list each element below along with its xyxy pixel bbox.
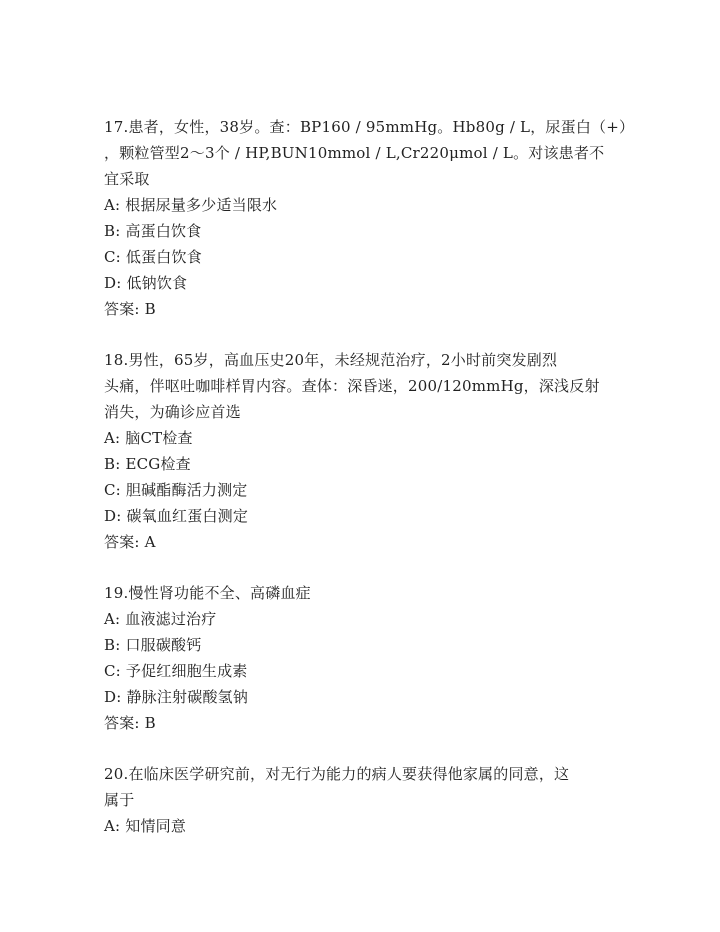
option-a: A: 血液滤过治疗 [104, 610, 217, 628]
question-stem-line: 头痛，伴呕吐咖啡样胃内容。查体：深昏迷，200/120mmHg，深浅反射 [104, 377, 600, 395]
question-20 [104, 761, 624, 839]
option-c: C: 胆碱酯酶活力测定 [104, 481, 248, 499]
option-b: B: 高蛋白饮食 [104, 222, 202, 240]
option-a: A: 知情同意 [104, 817, 187, 835]
option-d: D: 碳氧血红蛋白测定 [104, 507, 249, 525]
option-c: C: 予促红细胞生成素 [104, 662, 248, 680]
question-stem-line: 20.在临床医学研究前，对无行为能力的病人要获得他家属的同意，这 [104, 765, 570, 783]
question-stem-line: ，颗粒管型2～3个 / HP,BUN10mmol / L,Cr220μmol / L。对该患者不 [104, 144, 605, 162]
answer-line: 答案: B [104, 714, 156, 732]
question-stem-line: 19.慢性肾功能不全、高磷血症 [104, 584, 311, 602]
option-b: B: ECG检查 [104, 455, 191, 473]
answer-line: 答案: B [104, 300, 156, 318]
question-stem-line: 宜采取 [104, 170, 150, 188]
option-d: D: 低钠饮食 [104, 274, 188, 292]
question-stem-line: 17.患者，女性，38岁。查：BP160 / 95mmHg。Hb80g / L，尿蛋白（+） [104, 118, 635, 136]
answer-line: 答案: A [104, 533, 156, 551]
option-c: C: 低蛋白饮食 [104, 248, 202, 266]
option-a: A: 根据尿量多少适当限水 [104, 196, 278, 214]
question-18 [104, 347, 624, 555]
question-stem-line: 属于 [104, 791, 135, 809]
option-d: D: 静脉注射碳酸氢钠 [104, 688, 249, 706]
question-stem-line: 18.男性，65岁，高血压史20年，未经规范治疗，2小时前突发剧烈 [104, 351, 558, 369]
question-19 [104, 580, 624, 736]
option-a: A: 脑CT检查 [104, 429, 193, 447]
option-b: B: 口服碳酸钙 [104, 636, 202, 654]
question-17 [104, 114, 635, 322]
question-stem-line: 消失，为确诊应首选 [104, 403, 241, 421]
